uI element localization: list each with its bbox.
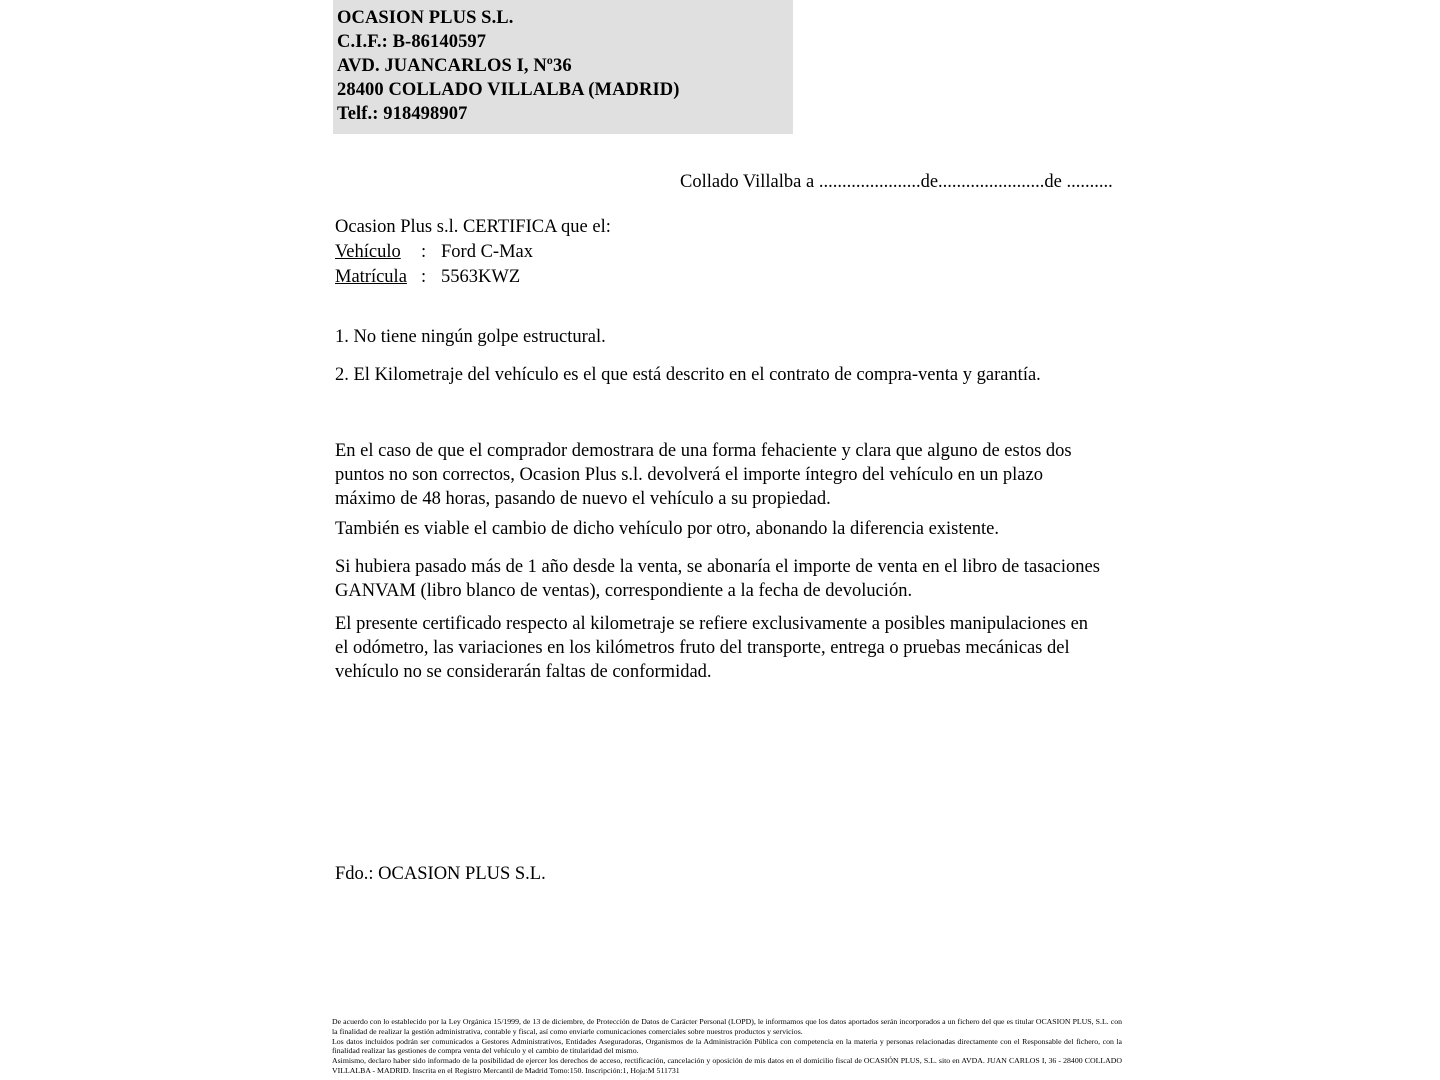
- letterhead-city: 28400 COLLADO VILLALBA (MADRID): [337, 80, 680, 100]
- plate-separator: :: [421, 267, 427, 287]
- date-line: Collado Villalba a ......................de.......................de ..........: [680, 172, 1113, 192]
- vehicle-label: Vehículo: [335, 242, 401, 262]
- legal-paragraph-2: Los datos incluidos podrán ser comunicados a Gestores Administrativos, Entidades Aseguradoras, Organismos de la Administración Pública con competencia en la materia y personas relacionadas directamente con el Responsable del fichero, con la finalidad realizar las gestiones de compra venta del vehículo y el cambio de titularidad del mismo.: [332, 1036, 1122, 1056]
- signature-line: Fdo.: OCASION PLUS S.L.: [335, 864, 546, 884]
- vehicle-separator: :: [421, 242, 427, 262]
- letterhead-phone: Telf.: 918498907: [337, 104, 468, 124]
- plate-value: 5563KWZ: [441, 267, 521, 287]
- point-1: 1. No tiene ningún golpe estructural.: [335, 327, 606, 347]
- letterhead-block: [333, 0, 793, 134]
- vehicle-value: Ford C-Max: [441, 242, 533, 262]
- plate-row: [335, 265, 611, 290]
- legal-footer: [332, 1017, 1122, 1076]
- vehicle-row: [335, 240, 611, 265]
- paragraph-odometer: El presente certificado respecto al kilometraje se refiere exclusivamente a posibles manipulaciones en el odómetro, las variaciones en los kilómetros fruto del transporte, entrega o pruebas mecánicas del vehículo no se considerarán faltas de conformidad.: [335, 614, 1089, 682]
- letterhead-street: AVD. JUANCARLOS I, Nº36: [337, 56, 572, 76]
- certification-intro: Ocasion Plus s.l. CERTIFICA que el:: [335, 217, 611, 237]
- letterhead-company-name: OCASION PLUS S.L.: [337, 8, 514, 28]
- point-2: 2. El Kilometraje del vehículo es el que está descrito en el contrato de compra-venta y garantía.: [335, 365, 1041, 385]
- legal-paragraph-3: Asimismo, declaro haber sido informado de la posibilidad de ejercer los derechos de acceso, rectificación, cancelación y oposición de mis datos en el domicilio fiscal de OCASIÓN PLUS, S.L. sito en AVDA. JUAN CARLOS I, 36 - 28400 COLLADO VILLALBA - MADRID. Inscrita en el Registro Mercantil de Madrid Tomo:150. Inscripción:1, Hoja:M 511731: [332, 1056, 1122, 1075]
- plate-label: Matrícula: [335, 267, 407, 287]
- paragraph-ganvam: Si hubiera pasado más de 1 año desde la venta, se abonaría el importe de venta en el libro de tasaciones GANVAM (libro blanco de ventas), correspondiente a la fecha de devolución.: [335, 557, 1100, 601]
- paragraph-refund: En el caso de que el comprador demostrara de una forma fehaciente y clara que alguno de estos dos puntos no son correctos, Ocasion Plus s.l. devolverá el importe íntegro del vehículo en un plazo máximo de 48 horas, pasando de nuevo el vehículo a su propiedad.: [335, 441, 1072, 509]
- certification-block: [335, 215, 611, 290]
- letterhead-cif: C.I.F.: B-86140597: [337, 32, 487, 52]
- paragraph-exchange: También es viable el cambio de dicho vehículo por otro, abonando la diferencia existente.: [335, 519, 999, 539]
- legal-paragraph-1: De acuerdo con lo establecido por la Ley Orgánica 15/1999, de 13 de diciembre, de Protección de Datos de Carácter Personal (LOPD), le informamos que los datos aportados serán incorporados a un fichero del que es titular OCASION PLUS, S.L. con la finalidad de realizar la gestión administrativa, contable y fiscal, así como enviarle comunicaciones comerciales sobre nuestros productos y servicios.: [332, 1017, 1122, 1036]
